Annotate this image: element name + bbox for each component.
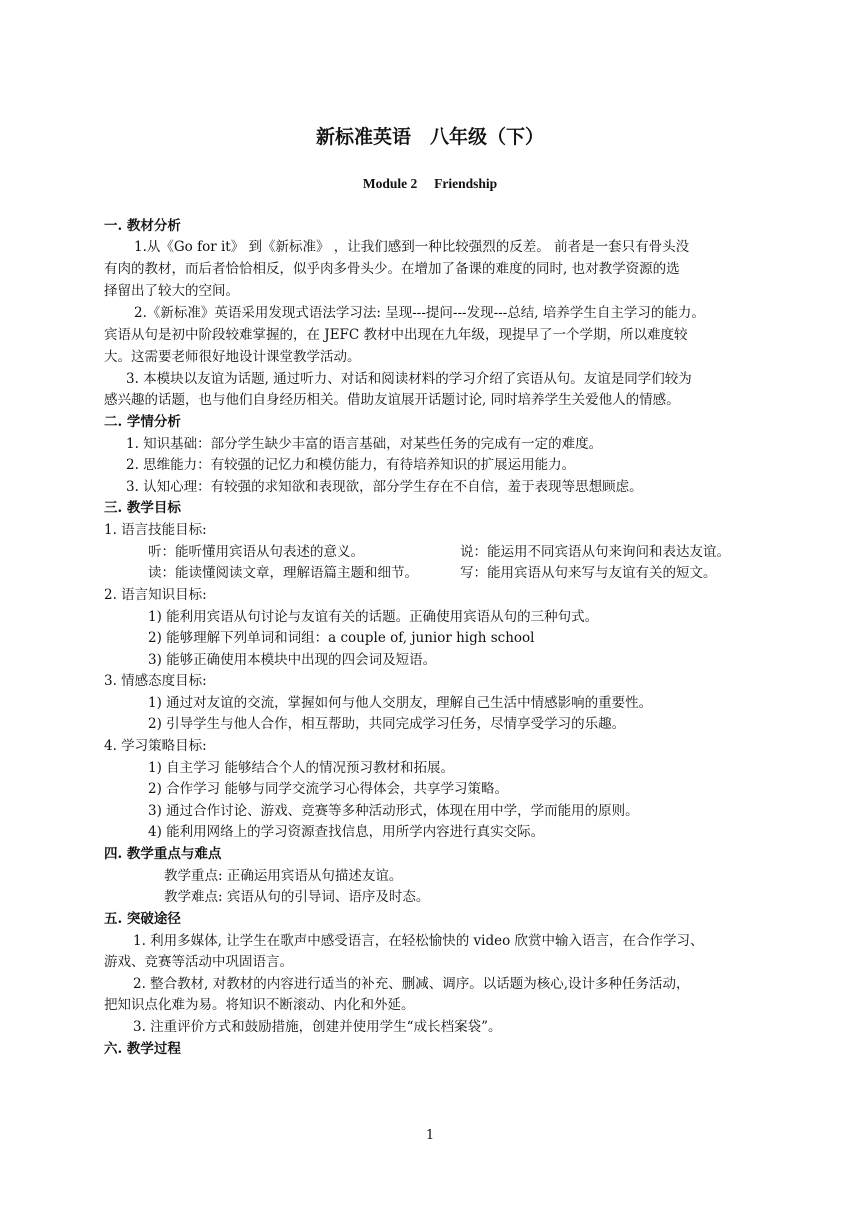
- text-line: 1. 知识基础：部分学生缺少丰富的语言基础，对某些任务的完成有一定的难度。: [126, 436, 603, 452]
- text-line: 2) 能够理解下列单词和词组：a couple of, junior high school: [148, 630, 535, 646]
- text-line: 有肉的教材，而后者恰恰相反，似乎肉多骨头少。在增加了备课的难度的同时, 也对教学资源的选: [104, 261, 680, 277]
- section-heading: 四. 教学重点与难点: [104, 846, 222, 862]
- text-line: 2) 引导学生与他人合作，相互帮助，共同完成学习任务，尽情享受学习的乐趣。: [148, 716, 626, 732]
- text-line: 3. 情感态度目标:: [104, 673, 207, 689]
- text-line: 2) 合作学习 能够与同学交流学习心得体会，共享学习策略。: [148, 781, 508, 797]
- text-line: 教学难点: 宾语从句的引导词、语序及时态。: [164, 889, 430, 905]
- text-line: 1) 通过对友谊的交流，掌握如何与他人交朋友，理解自己生活中情感影响的重要性。: [148, 695, 653, 711]
- text-line: 4) 能利用网络上的学习资源查找信息，用所学内容进行真实交际。: [148, 824, 545, 840]
- text-line: 大。这需要老师很好地设计课堂教学活动。: [104, 349, 361, 365]
- text-line: 感兴趣的话题，也与他们自身经历相关。借助友谊展开话题讨论, 同时培养学生关爱他人的情感。: [104, 392, 680, 408]
- text-line: 1.从《Go for it》 到《新标准》 ，让我们感到一种比较强烈的反差。 前者是一套只有骨头没: [134, 239, 690, 255]
- text-line: 2. 思维能力：有较强的记忆力和模仿能力，有待培养知识的扩展运用能力。: [126, 457, 576, 473]
- section-heading: 二. 学情分析: [104, 414, 181, 430]
- text-line: 3) 能够正确使用本模块中出现的四会词及短语。: [148, 652, 437, 668]
- text-line: 读：能读懂阅读文章，理解语篇主题和细节。: [148, 565, 418, 581]
- section-heading: 五. 突破途径: [104, 911, 181, 927]
- text-line: 2.《新标准》英语采用发现式语法学习法: 呈现---提问---发现---总结, 培养学生自主学习的能力。: [134, 305, 705, 321]
- text-line: 3) 通过合作讨论、游戏、竞赛等多种活动形式，体现在用中学，学而能用的原则。: [148, 803, 639, 819]
- text-line: 2. 语言知识目标:: [104, 587, 207, 603]
- text-line: 3. 本模块以友谊为话题, 通过听力、对话和阅读材料的学习介绍了宾语从句。友谊是同学们较为: [126, 371, 692, 387]
- text-line: 宾语从句是初中阶段较难掌握的，在 JEFC 教材中出现在九年级，现提早了一个学期，所以难度较: [104, 327, 688, 343]
- section-heading: 六. 教学过程: [104, 1041, 181, 1057]
- section-heading: 一. 教材分析: [104, 218, 181, 234]
- page-number: 1: [425, 1128, 435, 1143]
- text-line: 2. 整合教材, 对教材的内容进行适当的补充、删减、调序。以话题为核心,设计多种任务活动，: [133, 976, 690, 992]
- text-line: 1) 能利用宾语从句讨论与友谊有关的话题。正确使用宾语从句的三种句式。: [148, 609, 599, 625]
- document-subtitle: Module 2 Friendship: [362, 176, 498, 191]
- text-line: 写：能用宾语从句来写与友谊有关的短文。: [460, 565, 717, 581]
- text-line: 说：能运用不同宾语从句来询问和表达友谊。: [460, 544, 730, 560]
- document-title: 新标准英语 八年级（下）: [315, 126, 544, 148]
- text-line: 3. 认知心理：有较强的求知欲和表现欲，部分学生存在不自信，羞于表现等思想顾虑。: [126, 479, 643, 495]
- text-line: 4. 学习策略目标:: [104, 738, 207, 754]
- text-line: 1. 利用多媒体, 让学生在歌声中感受语言，在轻松愉快的 video 欣赏中输入语言，在合作学习、: [133, 933, 704, 949]
- text-line: 听：能听懂用宾语从句表述的意义。: [148, 544, 364, 560]
- text-line: 教学重点: 正确运用宾语从句描述友谊。: [164, 868, 403, 884]
- text-line: 游戏、竞赛等活动中巩固语言。: [104, 954, 293, 970]
- text-line: 择留出了较大的空间。: [104, 283, 239, 299]
- text-line: 3. 注重评价方式和鼓励措施，创建并使用学生“成长档案袋”。: [133, 1019, 502, 1035]
- text-line: 1. 语言技能目标:: [104, 522, 207, 538]
- text-line: 1) 自主学习 能够结合个人的情况预习教材和拓展。: [148, 760, 454, 776]
- text-line: 把知识点化难为易。将知识不断滚动、内化和外延。: [104, 997, 415, 1013]
- section-heading: 三. 教学目标: [104, 500, 181, 516]
